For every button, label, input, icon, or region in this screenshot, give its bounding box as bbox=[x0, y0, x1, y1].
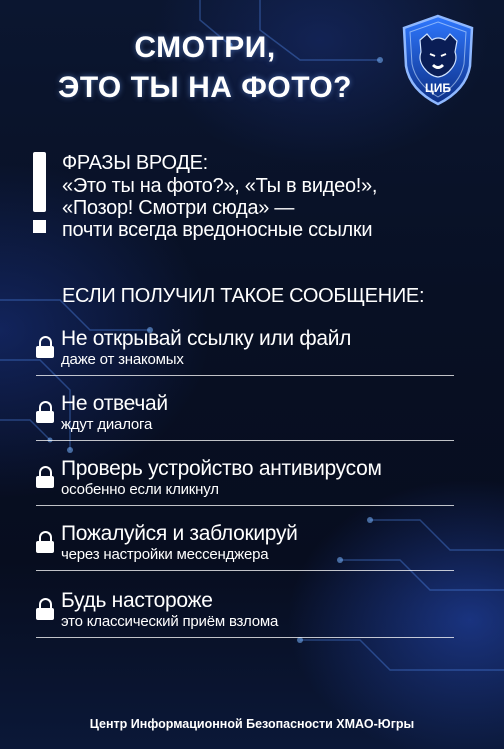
logo-label: ЦИБ bbox=[424, 81, 452, 95]
lock-icon bbox=[36, 466, 54, 488]
page-title-line-1: СМОТРИ, bbox=[134, 31, 276, 64]
footer-organization: Центр Информационной Безопасности ХМАО-Югры bbox=[89, 717, 415, 731]
item-subtitle: ждут диалога bbox=[61, 416, 153, 433]
instructions-heading: ЕСЛИ ПОЛУЧИЛ ТАКОЕ СООБЩЕНИЕ: bbox=[62, 285, 425, 307]
divider bbox=[36, 440, 454, 441]
list-item bbox=[36, 589, 456, 654]
item-subtitle: это классический приём взлома bbox=[61, 613, 279, 630]
warning-line-3: «Позор! Смотри сюда» — bbox=[62, 197, 295, 219]
divider bbox=[36, 570, 454, 571]
list-item bbox=[36, 392, 456, 457]
exclamation-icon bbox=[30, 152, 50, 236]
warning-line-1: ФРАЗЫ ВРОДЕ: bbox=[62, 152, 208, 174]
divider bbox=[36, 637, 454, 638]
lock-icon bbox=[36, 401, 54, 423]
item-subtitle: особенно если кликнул bbox=[61, 481, 219, 498]
page-title-line-2: ЭТО ТЫ НА ФОТО? bbox=[58, 71, 352, 104]
list-item bbox=[36, 522, 456, 587]
item-title: Не открывай ссылку или файл bbox=[61, 327, 352, 350]
list-item bbox=[36, 327, 456, 392]
item-title: Пожалуйся и заблокируй bbox=[61, 522, 298, 545]
lock-icon bbox=[36, 531, 54, 553]
item-title: Не отвечай bbox=[61, 392, 168, 415]
item-subtitle: через настройки мессенджера bbox=[61, 546, 269, 563]
divider bbox=[36, 375, 454, 376]
item-subtitle: даже от знакомых bbox=[61, 351, 184, 368]
bear-shield-icon bbox=[400, 14, 476, 106]
lock-icon bbox=[36, 598, 54, 620]
item-title: Будь настороже bbox=[61, 589, 213, 612]
warning-line-4: почти всегда вредоносные ссылки bbox=[62, 219, 373, 241]
divider bbox=[36, 505, 454, 506]
warning-line-2: «Это ты на фото?», «Ты в видео!», bbox=[62, 175, 378, 197]
list-item bbox=[36, 457, 456, 522]
item-title: Проверь устройство антивирусом bbox=[61, 457, 382, 480]
lock-icon bbox=[36, 336, 54, 358]
